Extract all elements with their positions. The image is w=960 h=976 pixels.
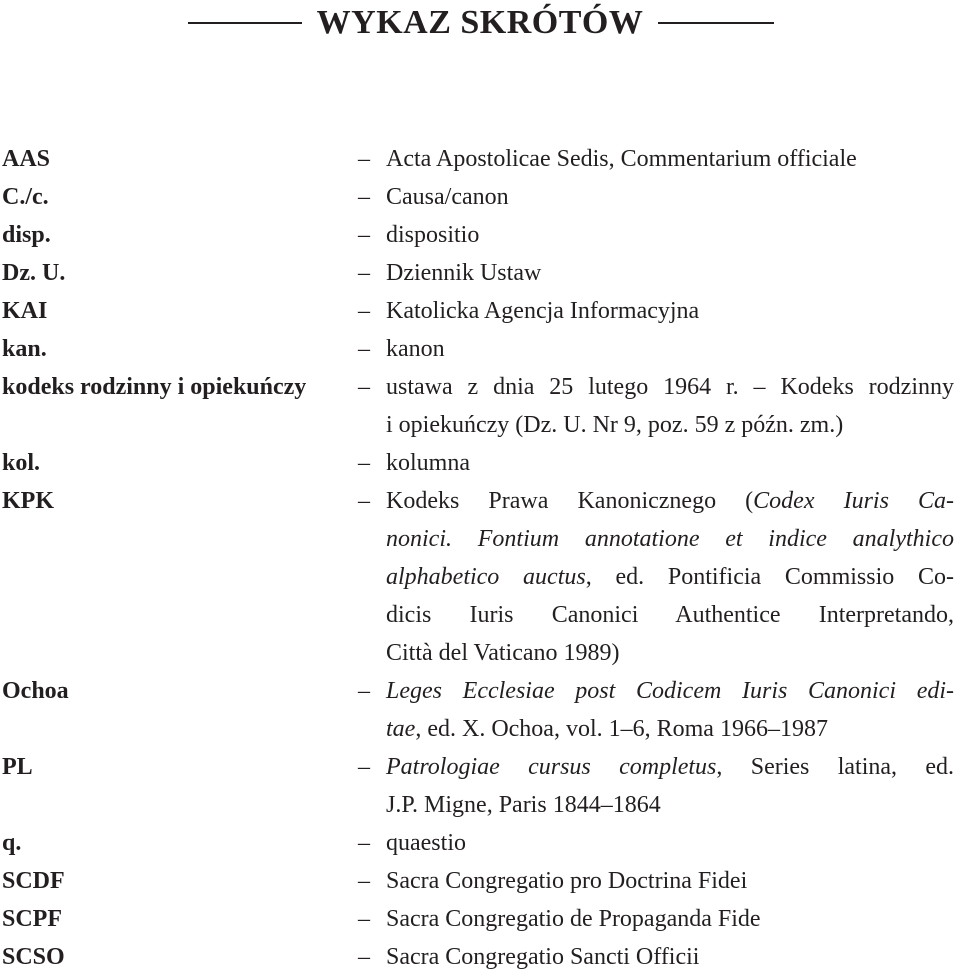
definition-line [386,748,954,786]
abbreviation-definition [386,862,954,900]
abbreviation-term: kan. [2,336,47,362]
abbreviation-entry [0,292,960,330]
definition-line [386,216,954,254]
abbreviation-term: KAI [2,298,48,324]
abbreviation-definition [386,140,954,178]
abbreviation-entry [0,482,960,672]
abbreviation-entry [0,900,960,938]
abbreviation-definition [386,938,954,976]
definition-text: Acta Apostolicae Sedis, Commentarium officiale [386,146,857,172]
abbreviation-definition [386,444,954,482]
definition-text: Kodeks Prawa Kanonicznego ( [386,488,754,514]
abbreviation-entry [0,368,960,444]
entry-dash: – [358,830,370,856]
definition-line [386,330,954,368]
abbreviation-definition [386,900,954,938]
definition-line [386,292,954,330]
definition-text: J.P. Migne, Paris 1844–1864 [386,792,661,818]
definition-text: Causa/canon [386,184,509,210]
definition-line [386,482,954,520]
definition-line [386,824,954,862]
abbreviation-term: Dz. U. [2,260,66,286]
title-rule-right [658,22,774,24]
definition-text: kolumna [386,450,470,476]
abbreviation-definition [386,482,954,672]
abbreviation-term: disp. [2,222,51,248]
abbreviation-term: AAS [2,146,51,172]
title-rule-left [188,22,302,24]
abbreviation-definition [386,824,954,862]
definition-line [386,900,954,938]
abbreviation-entry [0,444,960,482]
entry-dash: – [358,260,370,286]
page-title: WYKAZ SKRÓTÓW [316,4,644,41]
abbreviation-term: PL [2,754,33,780]
definition-text-italic: alphabetico auctus [386,564,586,590]
definition-text: Sacra Congregatio de Propaganda Fide [386,906,761,932]
abbreviation-definition [386,672,954,748]
abbreviation-term: SCDF [2,868,65,894]
abbreviation-definition [386,178,954,216]
definition-line [386,596,954,634]
definition-line [386,938,954,976]
definition-text-italic: Codex Iuris Ca- [753,488,954,514]
definition-text-italic: Patrologiae cursus completus [386,754,717,780]
abbreviation-definition [386,330,954,368]
definition-text: dispositio [386,222,480,248]
abbreviation-definition [386,216,954,254]
abbreviation-definition [386,748,954,824]
entry-dash: – [358,298,370,324]
definition-text: kanon [386,336,445,362]
abbreviation-term: SCSO [2,944,65,970]
definition-line [386,520,954,558]
abbreviation-entry [0,330,960,368]
definition-line [386,406,954,444]
abbreviation-entry [0,748,960,824]
definition-text: Sacra Congregatio Sancti Officii [386,944,700,970]
definition-text: Dziennik Ustaw [386,260,542,286]
abbreviation-entry [0,938,960,976]
entry-dash: – [358,944,370,970]
definition-line [386,862,954,900]
definition-text: dicis Iuris Canonici Authentice Interpretando, [386,602,954,628]
abbreviation-entry [0,254,960,292]
entry-dash: – [358,336,370,362]
definition-text: Katolicka Agencja Informacyjna [386,298,700,324]
definition-text: , ed. Pontificia Commissio Co- [585,564,955,590]
abbreviation-entry [0,672,960,748]
entry-dash: – [358,754,370,780]
entry-dash: – [358,146,370,172]
definition-line [386,368,954,406]
entry-dash: – [358,906,370,932]
entry-dash: – [358,184,370,210]
definition-line [386,634,954,672]
definition-text: quaestio [386,830,466,856]
abbreviation-definition [386,292,954,330]
definition-text: ustawa z dnia 25 lutego 1964 r. – Kodeks rodzinny [386,374,954,400]
entry-dash: – [358,678,370,704]
abbreviation-definition [386,254,954,292]
definition-text-italic: tae [386,716,416,742]
definition-text: i opiekuńczy (Dz. U. Nr 9, poz. 59 z późn. zm.) [386,412,844,438]
abbreviation-entry [0,862,960,900]
definition-text-italic: nonici. Fontium annotatione et indice analythico [386,526,954,552]
abbreviation-term: kol. [2,450,41,476]
abbreviation-term: kodeks rodzinny i opiekuńczy [2,374,307,400]
abbreviation-term: C./c. [2,184,49,210]
definition-line [386,786,954,824]
definition-line [386,140,954,178]
abbreviation-entry [0,824,960,862]
abbreviation-entry [0,140,960,178]
definition-text-italic: Leges Ecclesiae post Codicem Iuris Canonici edi- [386,678,954,704]
definition-text: Città del Vaticano 1989) [386,640,620,666]
definition-text: Sacra Congregatio pro Doctrina Fidei [386,868,748,894]
definition-line [386,710,954,748]
abbreviation-entry [0,178,960,216]
entry-dash: – [358,868,370,894]
definition-text: , ed. X. Ochoa, vol. 1–6, Roma 1966–1987 [415,716,828,742]
page-heading [0,0,960,46]
definition-line [386,178,954,216]
abbreviation-entry [0,216,960,254]
definition-line [386,672,954,710]
abbreviation-term: SCPF [2,906,62,932]
definition-line [386,444,954,482]
definition-line [386,254,954,292]
abbreviation-term: Ochoa [2,678,69,704]
abbreviation-term: KPK [2,488,54,514]
abbreviation-term: q. [2,830,22,856]
entry-dash: – [358,374,370,400]
abbreviation-definition [386,368,954,444]
definition-text: , Series latina, ed. [716,754,954,780]
entry-dash: – [358,488,370,514]
entry-dash: – [358,450,370,476]
definition-line [386,558,954,596]
entry-dash: – [358,222,370,248]
